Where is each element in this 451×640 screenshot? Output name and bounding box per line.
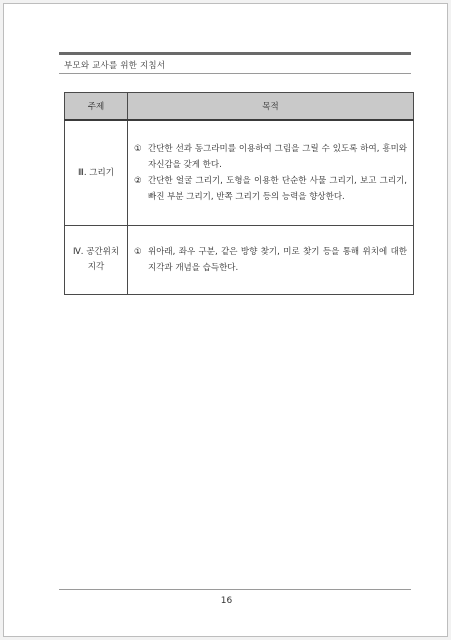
purpose-item	[134, 244, 407, 276]
item-number: ②	[134, 176, 142, 186]
document-page	[3, 3, 448, 637]
item-number: ①	[134, 247, 142, 257]
footer-divider	[59, 589, 411, 590]
item-text: 간단한 얼굴 그리기, 도형을 이용한 단순한 사물 그리기, 보고 그리기, 빠진 부분 그리기, 반쪽 그리기 등의 능력을 향상한다.	[148, 176, 407, 202]
column-header-purpose: 목적	[128, 93, 414, 121]
purpose-cell	[128, 226, 414, 295]
topic-label: Ⅲ. 그리기	[78, 167, 114, 178]
table-row	[65, 226, 414, 295]
topic-cell	[65, 120, 128, 226]
header-rule	[59, 52, 411, 55]
header-divider	[59, 73, 411, 74]
item-text: 간단한 선과 동그라미를 이용하여 그림을 그릴 수 있도록 하여, 흥미와 자신감을 갖게 한다.	[148, 144, 407, 170]
table-row	[65, 120, 414, 226]
header-title: 부모와 교사를 위한 지침서	[64, 61, 166, 71]
page-number: 16	[220, 596, 233, 606]
topic-label-line: Ⅳ. 공간위치	[72, 247, 120, 257]
content-table	[64, 92, 414, 295]
topic-label-line: 지각	[87, 262, 105, 272]
item-text: 위아래, 좌우 구분, 같은 방향 찾기, 미로 찾기 등을 통해 위치에 대한 지각과 개념을 습득한다.	[148, 247, 407, 273]
purpose-item	[134, 173, 407, 205]
table-header-row	[65, 93, 414, 121]
item-number: ①	[134, 144, 142, 154]
purpose-item	[134, 141, 407, 173]
topic-cell	[65, 226, 128, 295]
purpose-cell	[128, 120, 414, 226]
column-header-topic: 주제	[65, 93, 128, 121]
